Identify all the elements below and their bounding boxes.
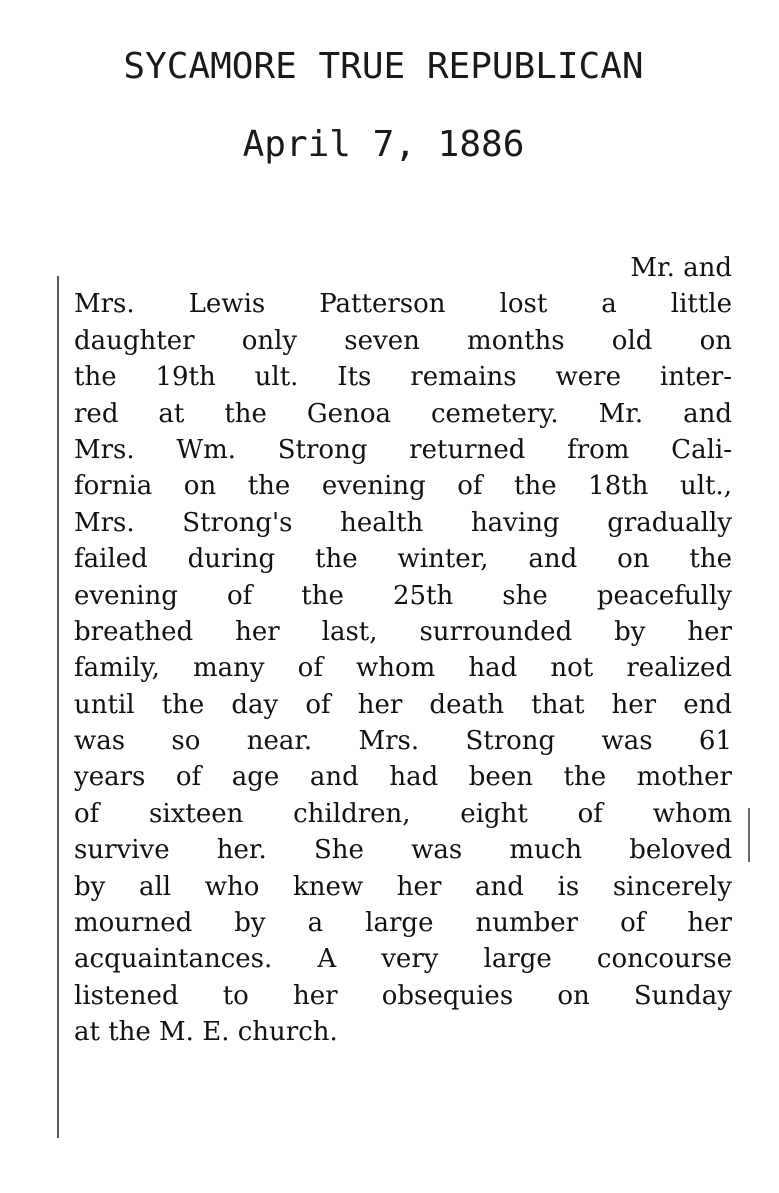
- article-line: by all who knew her and is sincerely: [74, 871, 732, 902]
- article-line: Mr. and: [630, 253, 732, 283]
- article-line: family, many of whom had not realized: [74, 653, 732, 684]
- article-line: failed during the winter, and on the: [74, 544, 732, 575]
- article-line: Mrs. Lewis Patterson lost a little: [74, 289, 732, 320]
- article-line: acquaintances. A very large concourse: [74, 944, 732, 975]
- article-line: evening of the 25th she peacefully: [74, 580, 732, 611]
- article-line: daughter only seven months old on: [74, 325, 732, 356]
- article-line: at the M. E. church.: [74, 1017, 338, 1048]
- article-line: mourned by a large number of her: [74, 908, 732, 939]
- article-line: breathed her last, surrounded by her: [74, 616, 732, 647]
- article-line: fornia on the evening of the 18th ult.,: [74, 471, 732, 502]
- article-line: until the day of her death that her end: [74, 689, 732, 720]
- article-line: Mrs. Strong's health having gradually: [74, 507, 732, 538]
- article-line: years of age and had been the mother: [74, 762, 732, 793]
- column-rule-left: [57, 276, 59, 1138]
- article-line: red at the Genoa cemetery. Mr. and: [74, 398, 732, 429]
- article-line: survive her. She was much beloved: [74, 835, 732, 866]
- issue-date: April 7, 1886: [242, 124, 525, 165]
- obituary-article: [74, 250, 732, 1051]
- article-line: was so near. Mrs. Strong was 61: [74, 726, 732, 757]
- article-line: of sixteen children, eight of whom: [74, 798, 732, 829]
- newspaper-title: SYCAMORE TRUE REPUBLICAN: [123, 46, 644, 87]
- article-line: the 19th ult. Its remains were inter-: [74, 362, 732, 393]
- column-rule-right: [748, 808, 750, 862]
- article-line: Mrs. Wm. Strong returned from Cali-: [74, 434, 732, 465]
- article-line: listened to her obsequies on Sunday: [74, 980, 732, 1011]
